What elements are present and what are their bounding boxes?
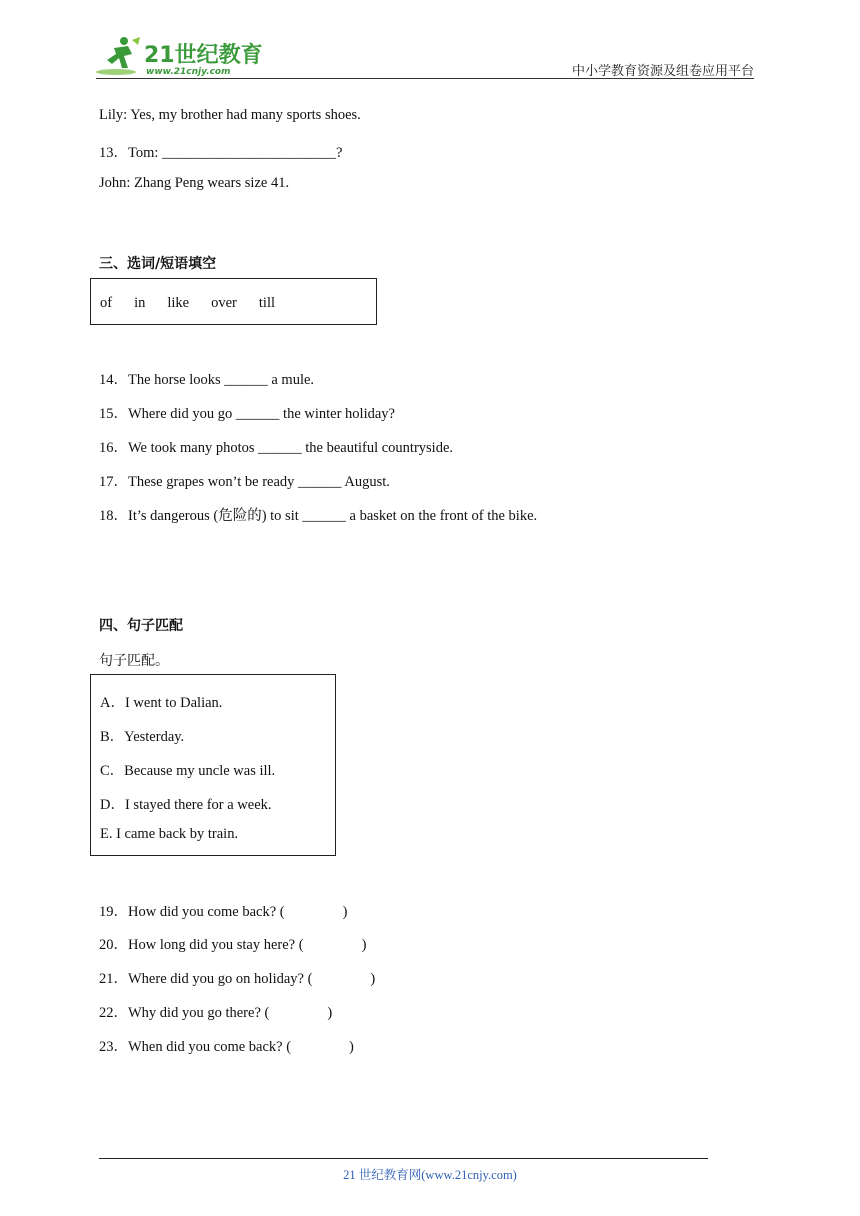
word-bank-item: over [211, 295, 237, 311]
footer-link[interactable]: 21 世纪教育网(www.21cnjy.com) [343, 1168, 517, 1182]
site-logo [94, 34, 264, 78]
question-23: 23．When did you come back? ( ) [99, 1039, 354, 1055]
question-21: 21．Where did you go on holiday? ( ) [99, 971, 376, 987]
option-d: D．I stayed there for a week. [100, 797, 272, 813]
dialog-line: John: Zhang Peng wears size 41. [99, 175, 290, 191]
answer-options-box [90, 674, 336, 856]
option-a: A．I went to Dalian. [100, 695, 223, 711]
option-b: B．Yesterday. [100, 729, 185, 745]
svg-text:21世纪教育: 21世纪教育 [144, 43, 263, 68]
runner-logo-icon [94, 34, 264, 78]
header-divider [96, 78, 754, 79]
word-bank-item: in [134, 295, 146, 311]
dialog-line: Lily: Yes, my brother had many sports shoes. [99, 107, 361, 123]
word-bank-list [100, 295, 275, 312]
question-13: 13．Tom: ________________________? [99, 145, 343, 161]
footer-divider [99, 1158, 708, 1159]
question-20: 20．How long did you stay here? ( ) [99, 937, 367, 953]
section-instruction: 句子匹配。 [99, 653, 169, 669]
option-e: E. I came back by train. [100, 826, 239, 842]
word-bank-item: of [100, 295, 113, 311]
option-c: C．Because my uncle was ill. [100, 763, 276, 779]
question-22: 22．Why did you go there? ( ) [99, 1005, 333, 1021]
header-platform-text: 中小学教育资源及组卷应用平台 [571, 63, 754, 78]
word-bank-item: till [258, 295, 276, 311]
question-18: 18．It’s dangerous (危险的) to sit ______ a basket on the front of the bike. [99, 508, 538, 524]
question-15: 15．Where did you go ______ the winter holiday? [99, 406, 395, 422]
question-19: 19．How did you come back? ( ) [99, 904, 348, 920]
question-14: 14．The horse looks ______ a mule. [99, 372, 315, 388]
question-17: 17．These grapes won’t be ready ______ August. [99, 474, 390, 490]
section-title-sentence-match: 四、句子匹配 [99, 618, 183, 634]
word-bank-item: like [167, 295, 190, 311]
section-title-word-fill: 三、选词/短语填空 [99, 256, 217, 272]
question-16: 16．We took many photos ______ the beautiful countryside. [99, 440, 454, 456]
svg-text:www.21cnjy.com: www.21cnjy.com [146, 67, 231, 77]
word-bank-box [90, 278, 377, 325]
